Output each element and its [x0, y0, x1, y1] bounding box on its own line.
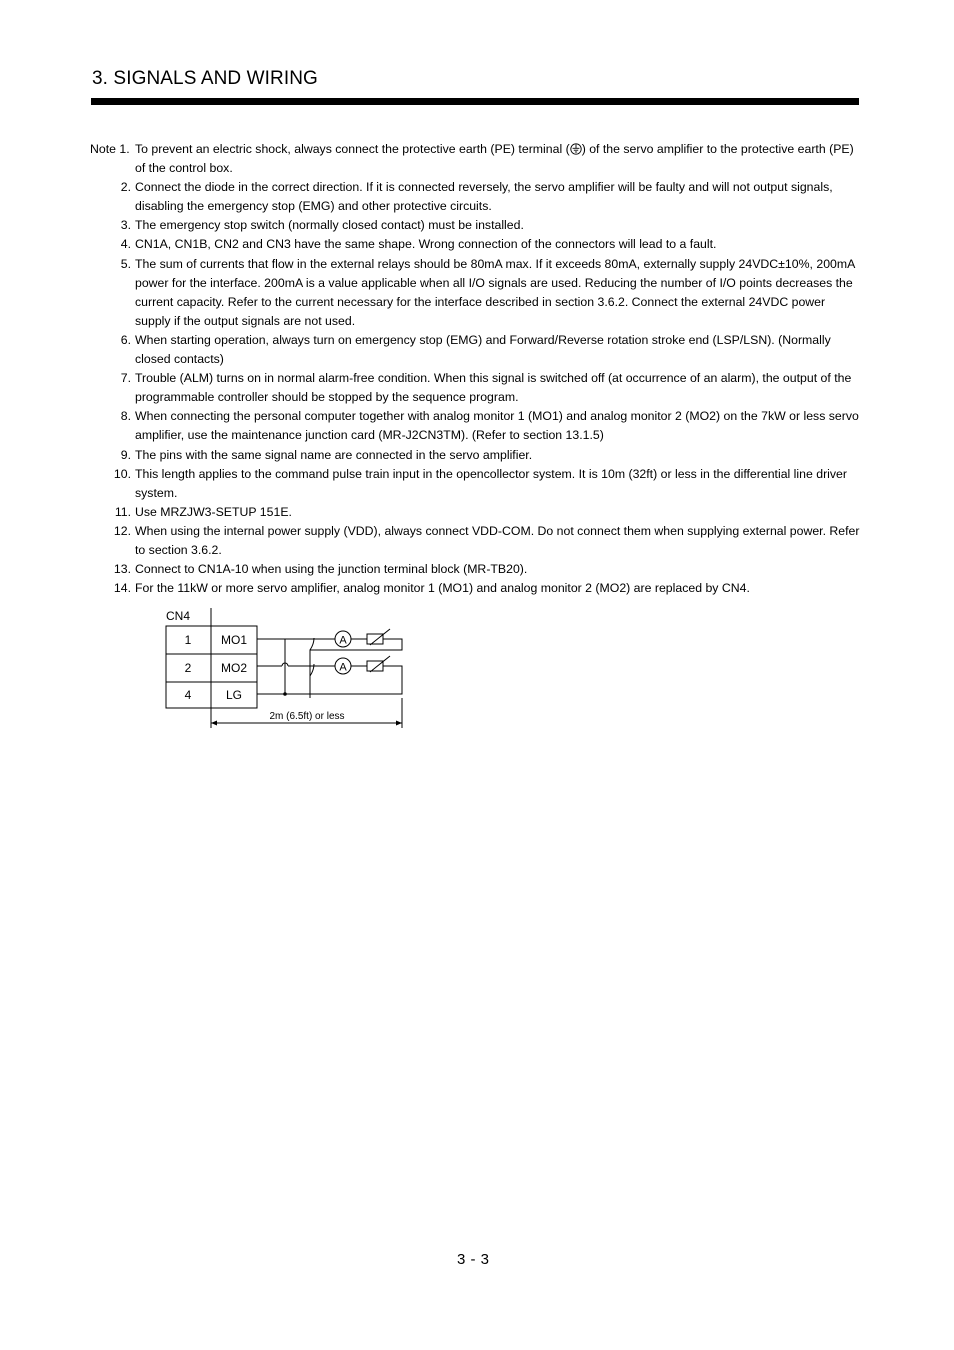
connector-label: CN4: [166, 609, 191, 623]
pin-signal: MO1: [220, 633, 248, 647]
section-title: 3. SIGNALS AND WIRING: [92, 68, 318, 89]
note-text: When starting operation, always turn on emergency stop (EMG) and Forward/Reverse rotation stroke end (LSP/LSN). (Normally closed contacts): [135, 332, 831, 367]
note-number: 7.: [120, 371, 131, 386]
note-number: 6.: [120, 332, 131, 347]
dimension-arrow: [211, 721, 217, 726]
note-number: 11.: [114, 504, 131, 519]
note-item: [90, 235, 862, 254]
note-number: 13.: [113, 562, 131, 577]
note-number: 5.: [120, 256, 131, 271]
note-item: [90, 579, 862, 598]
note-number: 14.: [113, 581, 131, 596]
pin-number: 1: [184, 633, 192, 647]
ammeter-symbol: A: [339, 661, 347, 674]
note-text: To prevent an electric shock, always connect the protective earth (PE) terminal (: [135, 142, 570, 156]
note-number: 3.: [120, 218, 131, 233]
note-item: [90, 522, 862, 560]
pin-number: 4: [184, 688, 192, 702]
note-item: [90, 503, 862, 522]
note-number: 10.: [113, 466, 131, 481]
pin-signal: MO2: [220, 661, 248, 675]
note-item: [90, 465, 862, 503]
note-item: [90, 407, 862, 445]
note-text: Use MRZJW3-SETUP 151E.: [135, 504, 292, 519]
note-text: This length applies to the command pulse train input in the opencollector system. It is 10m (32ft) or less in the differential line driver system.: [135, 466, 847, 500]
note-text: For the 11kW or more servo amplifier, analog monitor 1 (MO1) and analog monitor 2 (MO2) are replaced by CN4.: [135, 581, 750, 596]
note-number: 12.: [113, 523, 131, 538]
note-text: The emergency stop switch (normally closed contact) must be installed.: [135, 218, 524, 233]
page-number: 3 - 3: [457, 1251, 490, 1268]
note-text-continued: ) of the servo amplifier to the protective earth (PE) of the control box.: [135, 142, 854, 176]
note-item: [90, 178, 862, 216]
title-rule: [91, 98, 859, 105]
shield-mark: [310, 638, 314, 650]
notes-list: [90, 140, 862, 598]
note-item: [90, 560, 862, 579]
note-number: 2.: [120, 180, 131, 195]
note-number: 4.: [120, 237, 131, 252]
variable-resistor-icon: [367, 661, 383, 671]
ammeter-symbol: A: [339, 634, 347, 647]
note-text: When using the internal power supply (VDD), always connect VDD-COM. Do not connect them when supplying external power. Refer to section 3.6.2.: [135, 523, 860, 557]
note-text: Connect to CN1A-10 when using the junction terminal block (MR-TB20).: [135, 562, 528, 577]
pin-signal: LG: [225, 688, 243, 702]
note-text: The pins with the same signal name are connected in the servo amplifier.: [135, 447, 533, 462]
note-number: 8.: [120, 409, 131, 424]
variable-resistor-icon: [367, 634, 383, 644]
note-number: 9.: [120, 447, 131, 462]
note-text: When connecting the personal computer together with analog monitor 1 (MO1) and analog monitor 2 (MO2) on the 7kW or less servo amplifier, use the maintenance junction card (MR-J2CN3TM). (Refer to section 13.1.5): [135, 409, 859, 443]
note-item: [90, 140, 862, 178]
note-item: [90, 446, 862, 465]
mo1-return-wire: [310, 639, 402, 698]
dimension-arrow: [396, 721, 402, 726]
note-item: [90, 255, 862, 331]
note-number: Note 1.: [90, 142, 130, 156]
junction-dot: [283, 692, 287, 696]
protective-earth-icon: [570, 143, 582, 155]
note-text: CN1A, CN1B, CN2 and CN3 have the same shape. Wrong connection of the connectors will lead to a fault.: [135, 237, 717, 252]
cn4-wiring-svg: [160, 606, 420, 734]
note-text: Connect the diode in the correct direction. If it is connected reversely, the servo amplifier will be faulty and will not output signals, disabling the emergency stop (EMG) and other protective circuits.: [135, 180, 833, 214]
note-text: Trouble (ALM) turns on in normal alarm-free condition. When this signal is switched off (at occurrence of an alarm), the output of the programmable controller should be stopped by the sequence program.: [135, 371, 852, 405]
note-text: The sum of currents that flow in the external relays should be 80mA max. If it exceeds 80mA, externally supply 24VDC±10%, 200mA power for the interface. 200mA is a value applicable when all I/O signals are used. Reducing the number of I/O points decreases the current capacity. Refer to the current necessary for the interface described in section 3.6.2. Connect the external 24VDC power supply if the output signals are not used.: [135, 256, 855, 328]
pin-number: 2: [184, 661, 192, 675]
note-item: [90, 331, 862, 369]
length-label: 2m (6.5ft) or less: [269, 711, 345, 722]
cn4-wiring-diagram: [160, 606, 420, 739]
note-item: [90, 216, 862, 235]
note-item: [90, 369, 862, 407]
